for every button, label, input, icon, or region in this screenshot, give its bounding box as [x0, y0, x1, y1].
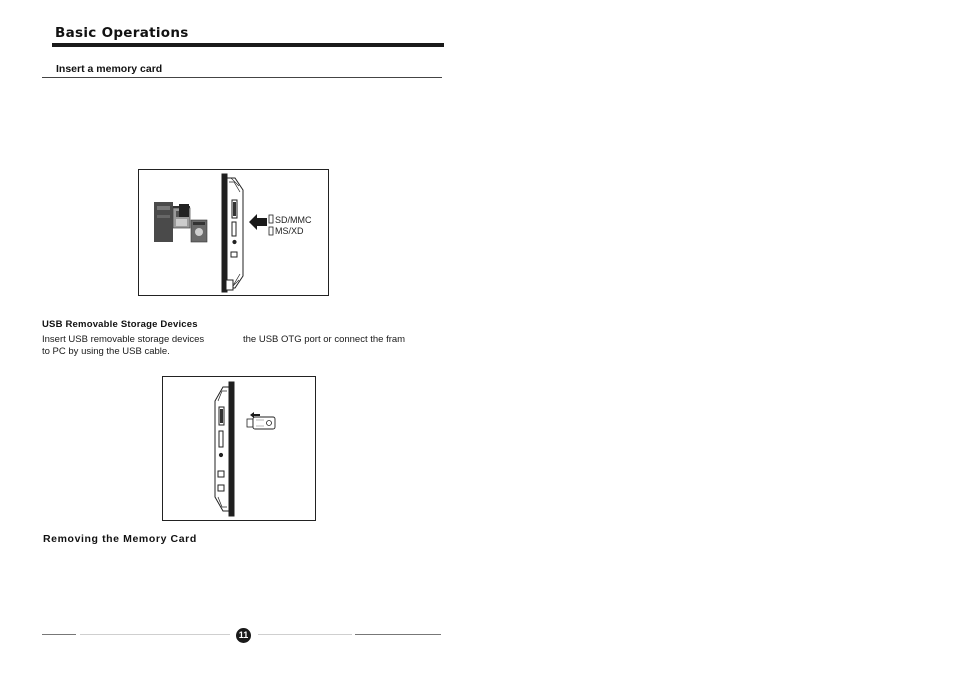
usb-stick-icon: [247, 417, 275, 429]
usb-figure: [162, 376, 316, 521]
memory-card-heading: Insert a memory card: [56, 63, 163, 75]
footer-rule-left-light: [80, 634, 230, 635]
sd-slot-icon: [269, 215, 273, 223]
ms-slot-icon: [269, 227, 273, 235]
memory-cards-image: [154, 202, 207, 242]
usb-paragraph-line1-right: the USB OTG port or connect the fram: [243, 334, 406, 345]
usb-paragraph-line1-left: Insert USB removable storage devices: [42, 334, 205, 345]
removing-card-heading: Removing the Memory Card: [43, 533, 197, 545]
usb-heading: USB Removable Storage Devices: [42, 319, 198, 330]
footer-rule-right: [355, 634, 441, 635]
footer-rule-left: [42, 634, 76, 635]
footer-rule-right-light: [258, 634, 352, 635]
insert-arrow: [249, 214, 267, 230]
frame-side-profile-usb: [215, 382, 234, 516]
slot-label-sd-mmc: SD/MMC: [275, 215, 312, 225]
page-number-badge: 11: [236, 628, 251, 643]
memory-card-figure: [138, 169, 329, 296]
usb-illustration: [163, 377, 315, 520]
memory-card-heading-rule: [42, 77, 442, 78]
frame-side-profile: [222, 174, 243, 292]
slot-label-ms-xd: MS/XD: [275, 226, 304, 236]
page-title: Basic Operations: [55, 25, 189, 41]
usb-paragraph-line2: to PC by using the USB cable.: [42, 346, 170, 357]
title-underline: [52, 43, 444, 47]
